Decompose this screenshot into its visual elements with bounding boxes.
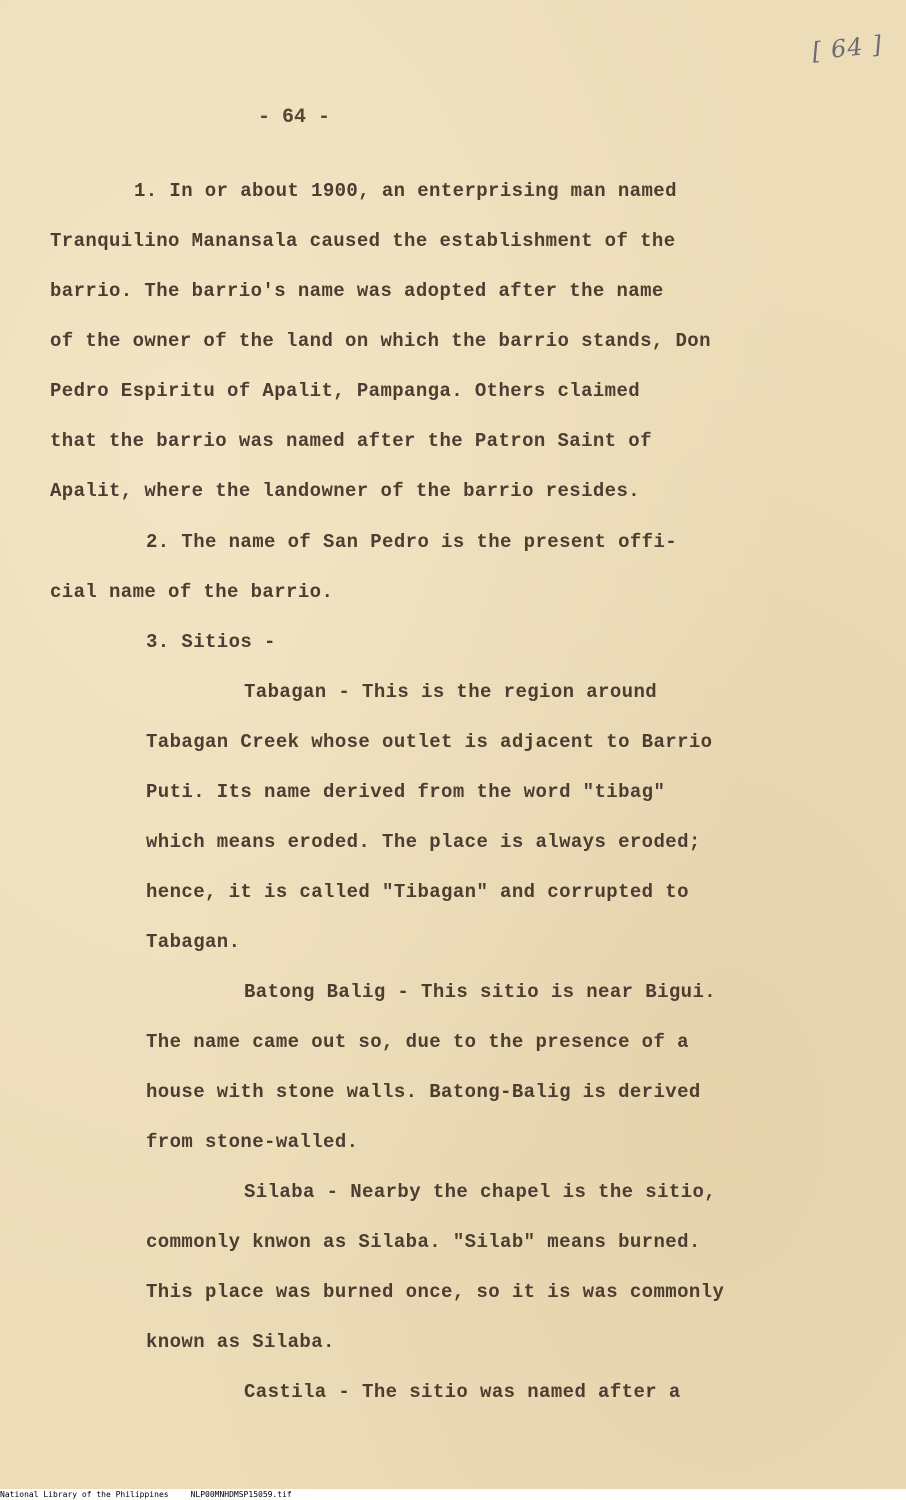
text-line-7: Apalit, where the landowner of the barrio resides. xyxy=(50,480,641,502)
text-line-5: Pedro Espiritu of Apalit, Pampanga. Others claimed xyxy=(50,380,641,402)
text-line-3: barrio. The barrio's name was adopted after the name xyxy=(50,280,664,302)
text-line-16: Tabagan. xyxy=(146,931,241,953)
text-line-19: house with stone walls. Batong-Balig is derived xyxy=(146,1081,701,1103)
text-line-18: The name came out so, due to the presence of a xyxy=(146,1031,689,1053)
text-line-6: that the barrio was named after the Patron Saint of xyxy=(50,430,652,452)
text-line-14: which means eroded. The place is always eroded; xyxy=(146,831,701,853)
text-line-4: of the owner of the land on which the barrio stands, Don xyxy=(50,330,711,352)
text-line-25: Castila - The sitio was named after a xyxy=(244,1381,681,1403)
text-line-11: Tabagan - This is the region around xyxy=(244,681,658,703)
text-line-15: hence, it is called "Tibagan" and corrupted to xyxy=(146,881,689,903)
sitios-heading: 3. Sitios - xyxy=(146,631,276,653)
text-line-13: Puti. Its name derived from the word "tibag" xyxy=(146,781,666,803)
text-line-24: known as Silaba. xyxy=(146,1331,335,1353)
handwritten-page-number: [ 64 ] xyxy=(810,30,884,66)
text-line-12: Tabagan Creek whose outlet is adjacent to Barrio xyxy=(146,731,713,753)
footer-source: National Library of the Philippines xyxy=(0,1490,169,1499)
text-line-1: 1. In or about 1900, an enterprising man named xyxy=(134,180,677,202)
footer-filename: NLP00MNHDMSP15059.tif xyxy=(190,1490,292,1499)
text-line-17: Batong Balig - This sitio is near Bigui. xyxy=(244,981,717,1003)
text-line-8: 2. The name of San Pedro is the present offi- xyxy=(146,531,678,553)
text-line-20: from stone-walled. xyxy=(146,1131,359,1153)
scan-footer xyxy=(0,1489,906,1500)
text-line-21: Silaba - Nearby the chapel is the sitio, xyxy=(244,1181,717,1203)
text-line-23: This place was burned once, so it is was commonly xyxy=(146,1281,725,1303)
text-line-22: commonly knwon as Silaba. "Silab" means burned. xyxy=(146,1231,701,1253)
text-line-9: cial name of the barrio. xyxy=(50,581,334,603)
page-number: - 64 - xyxy=(258,106,331,129)
text-line-2: Tranquilino Manansala caused the establishment of the xyxy=(50,230,676,252)
